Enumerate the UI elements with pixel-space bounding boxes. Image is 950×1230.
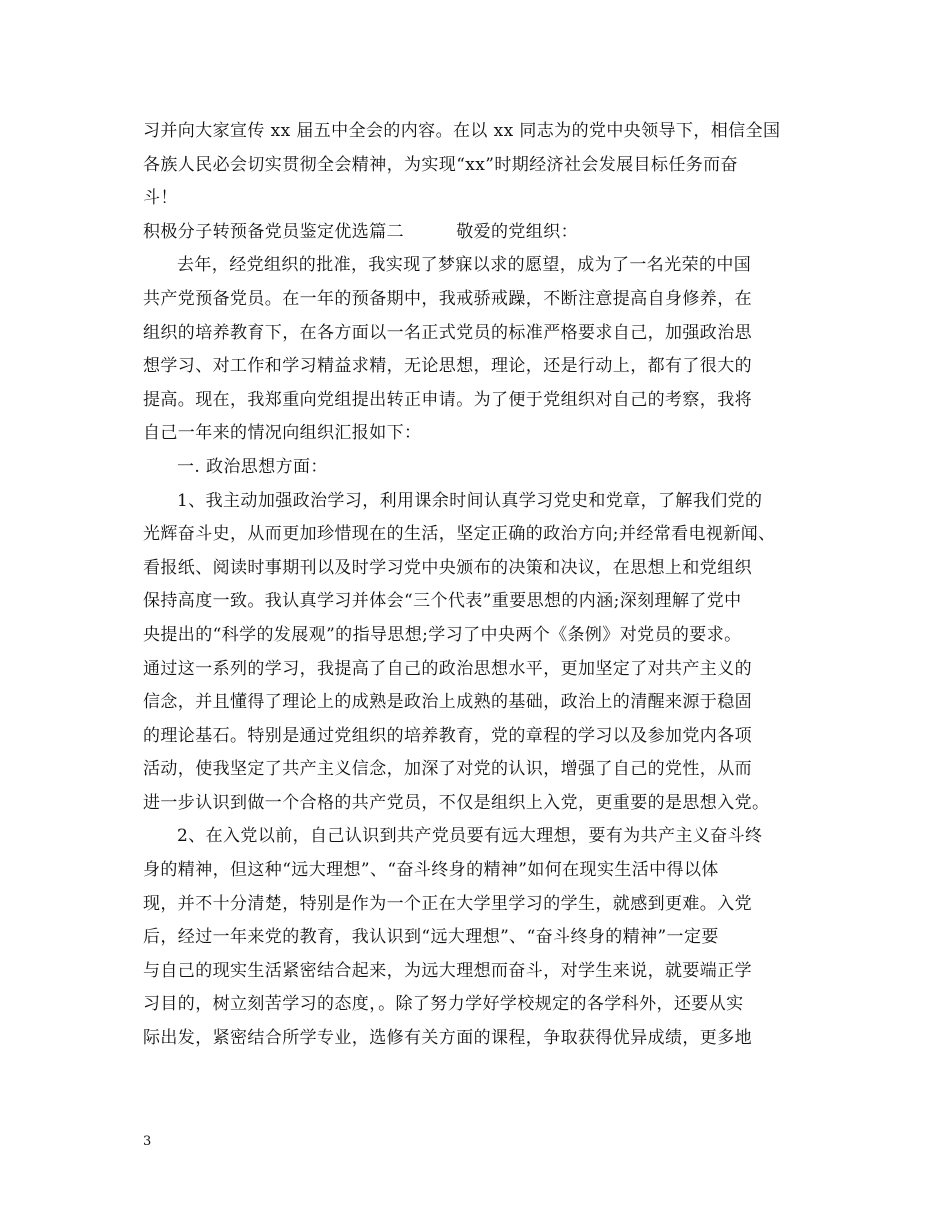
text-line: 进一步认识到做一个合格的共产党员，不仅是组织上入党，更重要的是思想入党。 xyxy=(143,792,770,813)
text-line: 际出发，紧密结合所学专业，选修有关方面的课程，争取获得优异成绩，更多地 xyxy=(143,1028,752,1049)
text-line: 的理论基石。特别是通过党组织的培养教育，党的章程的学习以及参加党内各项 xyxy=(143,725,752,746)
document-body xyxy=(143,115,813,1056)
text-line: 后，经过一年来党的教育，我认识到“远大理想”、“奋斗终身的精神”一定要 xyxy=(143,927,719,948)
text-line: 通过这一系列的学习，我提高了自己的政治思想水平，更加坚定了对共产主义的 xyxy=(143,658,752,679)
text-line: 信念，并且懂得了理论上的成熟是政治上成熟的基础，政治上的清醒来源于稳固 xyxy=(143,692,752,713)
text-line: 去年，经党组织的批准，我实现了梦寐以求的愿望，成为了一名光荣的中国 xyxy=(177,255,752,276)
text-line: 组织的培养教育下，在各方面以一名正式党员的标准严格要求自己，加强政治思 xyxy=(143,322,752,343)
text-line: 共产党预备党员。在一年的预备期中，我戒骄戒躁，不断注意提高自身修养，在 xyxy=(143,288,752,309)
text-line: 提高。现在，我郑重向党组提出转正申请。为了便于党组织对自己的考察，我将 xyxy=(143,389,752,410)
text-line: 与自己的现实生活紧密结合起来，为远大理想而奋斗，对学生来说，就要端正学 xyxy=(143,960,752,981)
text-line: 各族人民必会切实贯彻全会精神，为实现“xx”时期经济社会发展目标任务而奋 xyxy=(143,154,738,175)
text-line: 习目的，树立刻苦学习的态度，。除了努力学好学校规定的各学科外，还要从实 xyxy=(143,994,744,1015)
text-line: 央提出的“科学的发展观”的指导思想;学习了中央两个《条例》对党员的要求。 xyxy=(143,624,742,645)
text-line: 2、在入党以前，自己认识到共产党员要有远大理想，要有为共产主义奋斗终 xyxy=(177,826,763,847)
text-line: 1、我主动加强政治学习，利用课余时间认真学习党史和党章，了解我们党的 xyxy=(177,490,763,511)
text-line: 活动，使我坚定了共产主义信念，加深了对党的认识，增强了自己的党性，从而 xyxy=(143,759,752,780)
text-line: 自己一年来的情况向组织汇报如下： xyxy=(143,423,422,444)
text-line: 保持高度一致。我认真学习并体会“三个代表”重要思想的内涵;深刻理解了党中 xyxy=(143,591,742,612)
text-line: 光辉奋斗史，从而更加珍惜现在的生活，坚定正确的政治方向;并经常看电视新闻、 xyxy=(143,524,776,545)
text-line: 身的精神，但这种“远大理想”、“奋斗终身的精神”如何在现实生活中得以体 xyxy=(143,860,719,881)
text-line: 看报纸、阅读时事期刊以及时学习党中央颁布的决策和决议，在思想上和党组织 xyxy=(143,557,752,578)
text-line: 斗！ xyxy=(143,188,178,209)
page-number: 3 xyxy=(143,1134,152,1149)
text-line: 现，并不十分清楚，特别是作为一个正在大学里学习的学生，就感到更难。入党 xyxy=(143,893,752,914)
text-line: 一. 政治思想方面： xyxy=(177,456,328,477)
text-line: 习并向大家宣传 xx 届五中全会的内容。在以 xx 同志为的党中央领导下，相信全国 xyxy=(143,121,781,141)
text-line: 想学习、对工作和学习精益求精，无论思想，理论，还是行动上，都有了很大的 xyxy=(143,356,752,377)
text-line: 积极分子转预备党员鉴定优选篇二 敬爱的党组织： xyxy=(143,221,578,242)
